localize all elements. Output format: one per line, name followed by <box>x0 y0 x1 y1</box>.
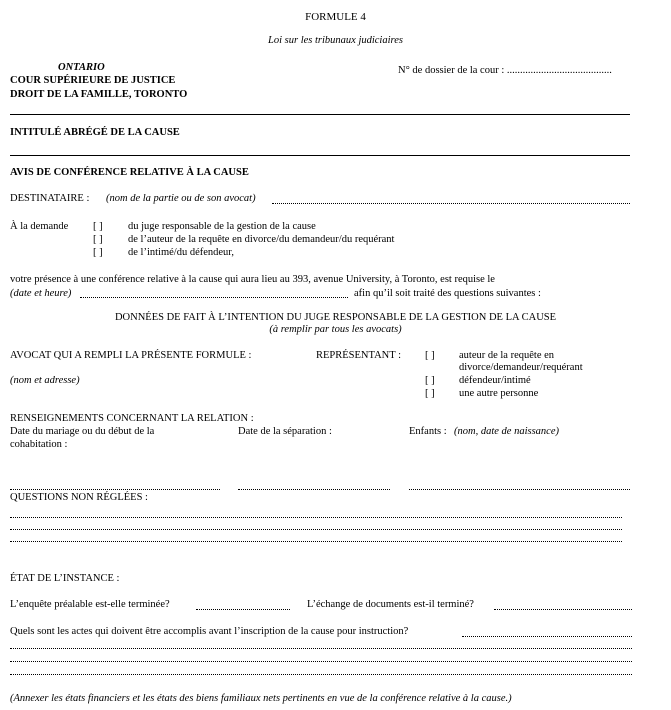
children-field[interactable] <box>409 489 630 490</box>
act-title: Loi sur les tribunaux judiciaires <box>268 35 403 46</box>
children-label: Enfants : <box>409 426 447 437</box>
footer-note: (Annexer les états financiers et les états des biens familiaux nets pertinents en vue de la conférence relative à la cause.) <box>10 693 512 704</box>
court-division: DROIT DE LA FAMILLE, TORONTO <box>10 89 188 100</box>
status-title: ÉTAT DE L’INSTANCE : <box>10 573 120 584</box>
issues-line[interactable] <box>10 517 622 518</box>
request-option-applicant: de l’auteur de la requête en divorce/du demandeur/du requérant <box>128 234 395 245</box>
discovery-answer-field[interactable] <box>196 609 290 610</box>
lawyer-label: AVOCAT QUI A REMPLI LA PRÉSENTE FORMULE : <box>10 350 252 361</box>
steps-field[interactable] <box>462 636 632 637</box>
form-number: FORMULE 4 <box>305 11 366 23</box>
representing-label: REPRÉSENTANT : <box>316 350 402 361</box>
request-option-judge: du juge responsable de la gestion de la cause <box>128 221 316 232</box>
recipient-label: DESTINATAIRE : <box>10 193 90 204</box>
notice-title: AVIS DE CONFÉRENCE RELATIVE À LA CAUSE <box>10 167 249 178</box>
checkbox-judge[interactable]: [ ] <box>93 221 103 232</box>
steps-line[interactable] <box>10 648 632 649</box>
file-number-label: N° de dossier de la cour : ........................................ <box>398 65 612 76</box>
documents-answer-field[interactable] <box>494 609 632 610</box>
checkbox-rep-other[interactable]: [ ] <box>425 388 435 399</box>
checkbox-respondent[interactable]: [ ] <box>93 247 103 258</box>
court-name: COUR SUPÉRIEURE DE JUSTICE <box>10 75 176 86</box>
facts-title: DONNÉES DE FAIT À L’INTENTION DU JUGE RESPONSABLE DE LA GESTION DE LA CAUSE <box>114 312 557 323</box>
checkbox-rep-respondent[interactable]: [ ] <box>425 375 435 386</box>
children-hint: (nom, date de naissance) <box>454 426 559 437</box>
separation-label: Date de la séparation : <box>238 426 332 437</box>
purpose-text: afin qu’il soit traité des questions suivantes : <box>354 288 541 299</box>
marriage-date-field[interactable] <box>10 489 220 490</box>
divider <box>10 114 630 115</box>
rep-option-applicant-2: divorce/demandeur/requérant <box>459 362 583 373</box>
presence-text: votre présence à une conférence relative à la cause qui aura lieu au 393, avenue University, à Toronto, est requise le <box>10 274 495 285</box>
lawyer-hint: (nom et adresse) <box>10 375 80 386</box>
documents-question: L’échange de documents est-il terminé? <box>307 599 474 610</box>
rep-option-other: une autre personne <box>459 388 539 399</box>
date-hint: (date et heure) <box>10 288 72 299</box>
date-field[interactable] <box>80 297 348 298</box>
request-label: À la demande <box>10 221 69 232</box>
checkbox-rep-applicant[interactable]: [ ] <box>425 350 435 361</box>
recipient-field[interactable] <box>272 203 630 204</box>
request-option-respondent: de l’intimé/du défendeur, <box>128 247 234 258</box>
recipient-hint: (nom de la partie ou de son avocat) <box>106 193 256 204</box>
issues-title: QUESTIONS NON RÉGLÉES : <box>10 492 148 503</box>
steps-question: Quels sont les actes qui doivent être accomplis avant l’inscription de la cause pour instruction? <box>10 626 409 637</box>
facts-subtitle: (à remplir par tous les avocats) <box>269 324 402 335</box>
short-title-label: INTITULÉ ABRÉGÉ DE LA CAUSE <box>10 127 180 138</box>
checkbox-applicant[interactable]: [ ] <box>93 234 103 245</box>
rep-option-applicant-1: auteur de la requête en <box>459 350 555 361</box>
relationship-title: RENSEIGNEMENTS CONCERNANT LA RELATION : <box>10 413 254 424</box>
discovery-question: L’enquête préalable est-elle terminée? <box>10 599 170 610</box>
divider <box>10 155 630 156</box>
province: ONTARIO <box>58 62 105 73</box>
marriage-label: Date du mariage ou du début de la <box>10 426 155 437</box>
issues-line[interactable] <box>10 541 622 542</box>
separation-date-field[interactable] <box>238 489 390 490</box>
rep-option-respondent: défendeur/intimé <box>459 375 531 386</box>
marriage-label-2: cohabitation : <box>10 439 68 450</box>
issues-line[interactable] <box>10 529 622 530</box>
steps-line[interactable] <box>10 674 632 675</box>
steps-line[interactable] <box>10 661 632 662</box>
